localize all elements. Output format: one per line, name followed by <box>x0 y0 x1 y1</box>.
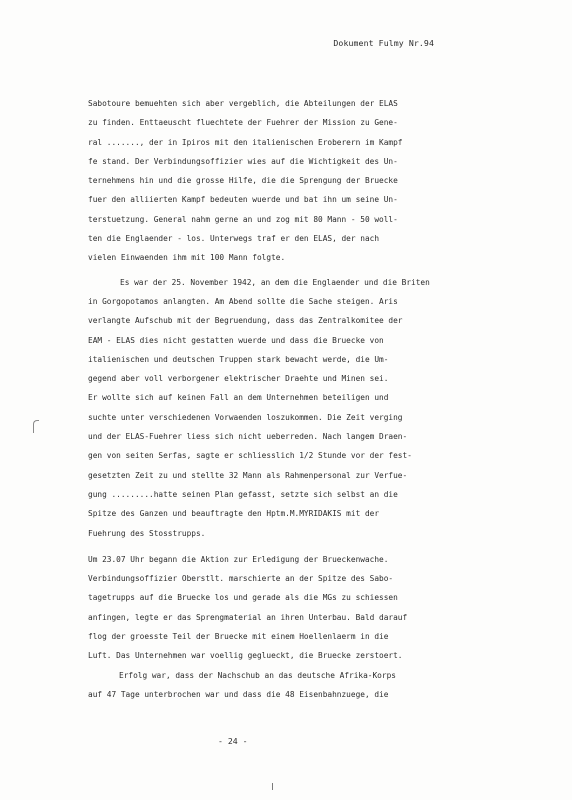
text-line: anfingen, legte er das Sprengmaterial an ihren Unterbau. Bald darauf <box>88 612 408 622</box>
text-line: suchte unter verschiedenen Vorwaenden loszukommen. Die Zeit verging <box>88 412 403 422</box>
text-line: italienischen und deutschen Truppen stark bewacht werde, die Um- <box>88 354 389 364</box>
text-line: ral ......., der in Ipiros mit den italienischen Eroberern im Kampf <box>88 137 403 147</box>
text-line: Spitze des Ganzen und beauftragte den Hptm.M.MYRIDAKIS mit der <box>88 509 380 519</box>
text-line: zu finden. Enttaeuscht fluechtete der Fuehrer der Mission zu Gene- <box>88 118 398 128</box>
text-line: in Gorgopotamos anlangten. Am Abend sollte die Sache steigen. Aris <box>88 296 398 306</box>
text-line: und der ELAS-Fuehrer liess sich nicht ueberreden. Nach langem Draen- <box>88 432 408 442</box>
scan-mark <box>272 783 273 790</box>
text-line: gegend aber voll verborgener elektrischer Draehte und Minen sei. <box>88 374 389 384</box>
text-line: Erfolg war, dass der Nachschub an das deutsche Afrika-Korps <box>119 670 396 680</box>
text-line: gesetzten Zeit zu und stellte 32 Mann als Rahmenpersonal zur Verfue- <box>88 470 408 480</box>
paragraph-3 <box>88 550 488 666</box>
text-line: Verbindungsoffizier Oberstlt. marschierte an der Spitze des Sabo- <box>88 574 394 584</box>
document-label: Dokument Fulmy Nr.94 <box>333 38 434 48</box>
paragraph-2 <box>88 273 488 543</box>
margin-mark <box>33 420 39 433</box>
text-line: fuer den alliierten Kampf bedeuten wuerde und bat ihn um seine Un- <box>88 195 398 205</box>
text-line: auf 47 Tage unterbrochen war und dass die 48 Eisenbahnzuege, die <box>88 689 389 699</box>
text-line: Um 23.07 Uhr begann die Aktion zur Erledigung der Brueckenwache. <box>88 554 389 564</box>
paragraph-1 <box>88 94 488 268</box>
text-line: flog der groesste Teil der Bruecke mit einem Hoellenlaerm in die <box>88 632 389 642</box>
text-line: gung .........hatte seinen Plan gefasst, setzte sich selbst an die <box>88 489 398 499</box>
text-line: terstuetzung. General nahm gerne an und zog mit 80 Mann - 50 woll- <box>88 214 398 224</box>
document-body <box>88 94 488 704</box>
paragraph-4 <box>88 666 488 705</box>
text-line: Es war der 25. November 1942, an dem die Englaender und die Briten <box>120 277 430 287</box>
text-line: EAM - ELAS dies nicht gestatten wuerde und dass die Bruecke von <box>88 335 384 345</box>
text-line: fe stand. Der Verbindungsoffizier wies auf die Wichtigkeit des Un- <box>88 156 398 166</box>
text-line: Er wollte sich auf keinen Fall an dem Unternehmen beteiligen und <box>88 393 389 403</box>
text-line: gen von seiten Serfas, sagte er schliesslich 1/2 Stunde vor der fest- <box>88 451 412 461</box>
text-line: Fuehrung des Stosstrupps. <box>88 528 206 538</box>
text-line: Luft. Das Unternehmen war voellig geglueckt, die Bruecke zerstoert. <box>88 651 403 661</box>
text-line: verlangte Aufschub mit der Begruendung, dass das Zentralkomitee der <box>88 316 403 326</box>
text-line: vielen Einwaenden ihm mit 100 Mann folgte. <box>88 253 286 263</box>
text-line: Sabotoure bemuehten sich aber vergeblich, die Abteilungen der ELAS <box>88 99 398 108</box>
text-line: ten die Englaender - los. Unterwegs traf er den ELAS, der nach <box>88 234 380 244</box>
page-number: - 24 - <box>218 736 248 746</box>
text-line: ternehmens hin und die grosse Hilfe, die die Sprengung der Bruecke <box>88 176 398 186</box>
text-line: tagetrupps auf die Bruecke los und gerade als die MGs zu schiessen <box>88 593 398 603</box>
